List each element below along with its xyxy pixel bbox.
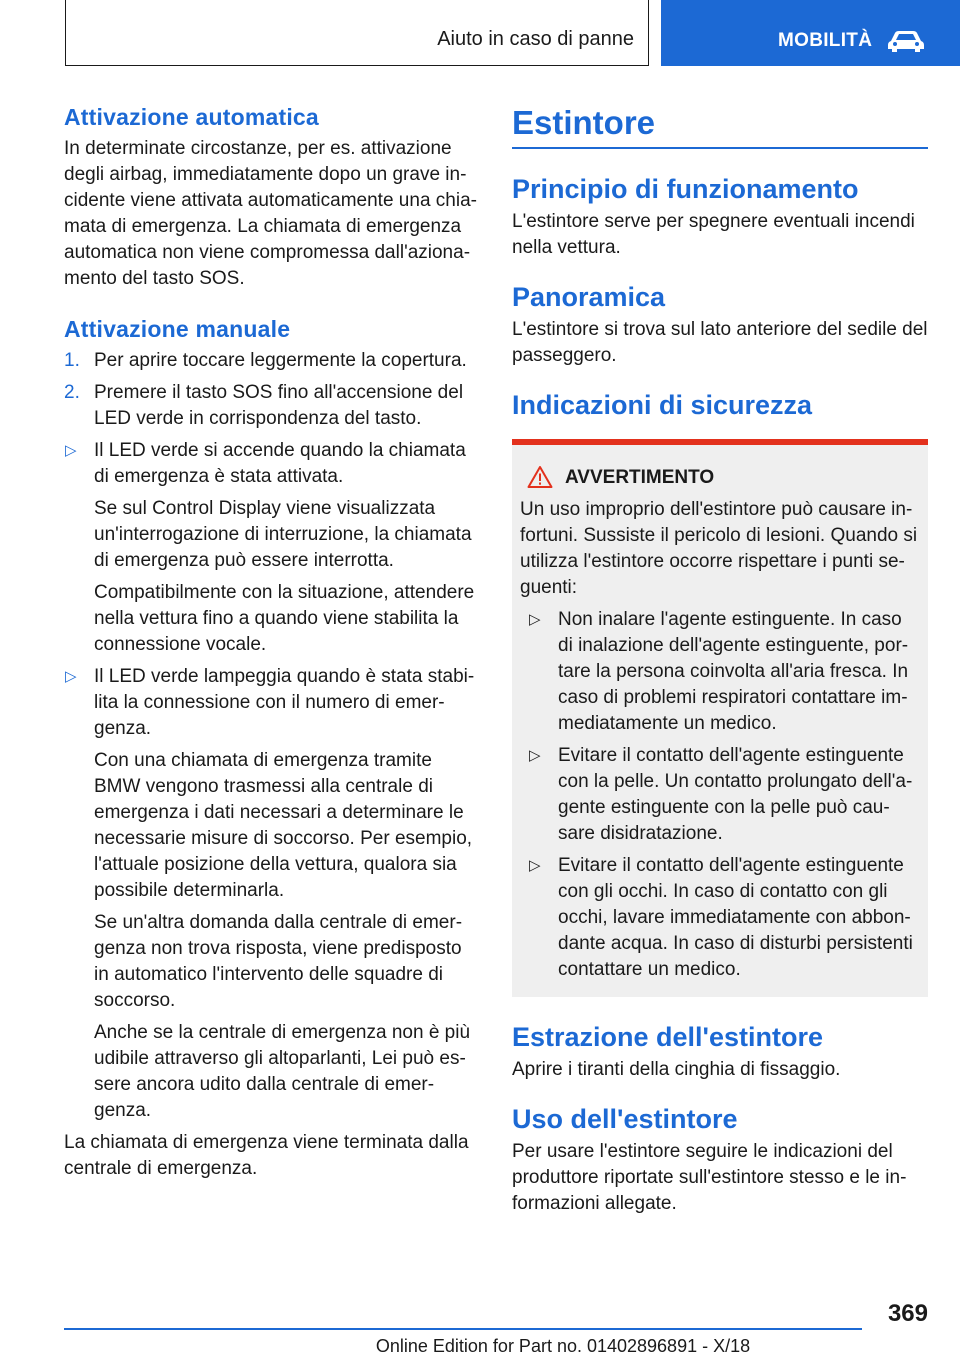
page-number: 369 xyxy=(887,1300,928,1327)
bullet-subtext: Compatibilmente con la situazione, attendere nella vettura fino a quando viene stabilita la connessione vocale. xyxy=(94,582,475,655)
page-title: Estintore xyxy=(512,104,656,141)
triangle-bullet-icon: ▷ xyxy=(65,668,77,685)
heading-principle: Principio di funzionamento xyxy=(512,174,859,204)
triangle-bullet-icon: ▷ xyxy=(65,442,77,459)
warning-title-row xyxy=(527,465,920,491)
header-section-box xyxy=(65,0,649,66)
chapter-title: MOBILITÀ xyxy=(778,30,873,51)
overview-text: L'estintore si trova sul lato anteriore del sedile del passeggero. xyxy=(512,319,928,366)
title-divider xyxy=(512,147,928,149)
right-column xyxy=(512,100,928,1217)
heading-safety: Indicazioni di sicurezza xyxy=(512,390,813,420)
warning-title: AVVERTIMENTO xyxy=(565,467,715,488)
bullet-text: Il LED verde lampeggia quando è stata stabilita la connessione con il numero di emergenza. xyxy=(94,666,475,739)
list-item xyxy=(528,607,920,737)
heading-auto-activation: Attivazione automatica xyxy=(64,104,319,130)
triangle-bullet-icon: ▷ xyxy=(529,747,541,764)
section-title: Aiuto in caso di panne xyxy=(437,28,634,50)
warning-box xyxy=(512,445,928,997)
list-item xyxy=(528,853,920,983)
step-text: Premere il tasto SOS fino all'accensione del LED verde in corrispondenza del tasto. xyxy=(94,382,464,429)
triangle-bullet-icon: ▷ xyxy=(529,857,541,874)
step-number: 1. xyxy=(64,350,80,371)
step-text: Per aprire toccare leggermente la copertura. xyxy=(94,350,467,371)
list-item xyxy=(64,380,480,432)
list-item xyxy=(64,664,480,1124)
bullet-subtext: Se un'altra domanda dalla centrale di emergenza non trova risposta, viene predisposto in automatico l'intervento delle squadre di soccorso. xyxy=(94,912,463,1011)
warning-item-text: Evitare il contatto dell'agente estinguente con la pelle. Un contatto prolungato dell'agente estinguente con la pelle può causare disidratazione. xyxy=(558,745,913,844)
bullet-subtext: Se sul Control Display viene visualizzata un'interrogazione di interruzione, la chiamata di emergenza può essere interrotta. xyxy=(94,498,472,571)
use-text: Per usare l'estintore seguire le indicazioni del produttore riportate sull'estintore stesso e le informazioni allegate. xyxy=(512,1141,907,1214)
warning-item-text: Non inalare l'agente estinguente. In caso di inalazione dell'agente estinguente, portare la persona coinvolta all'aria fresca. In caso di problemi respiratori contattare immediatamente un medico. xyxy=(558,609,909,734)
extraction-text: Aprire i tiranti della cinghia di fissaggio. xyxy=(512,1059,841,1080)
bullet-subtext: Anche se la centrale di emergenza non è più udibile attraverso gli altoparlanti, Lei può essere ancora udito dalla centrale di emergenza. xyxy=(94,1022,471,1121)
warning-text: Un uso improprio dell'estintore può causare infortuni. Sussiste il pericolo di lesioni. Quando si utilizza l'estintore occorre rispettare i punti seguenti: xyxy=(520,499,918,598)
heading-use: Uso dell'estintore xyxy=(512,1104,738,1134)
auto-activation-text: In determinate circostanze, per es. attivazione degli airbag, immediatamente dopo un grave incidente viene attivata automaticamente una chiamata di emergenza. La chiamata di emergenza automatica non viene compromessa dall'azionamento del tasto SOS. xyxy=(64,138,477,289)
car-icon xyxy=(887,29,925,53)
heading-extraction: Estrazione dell'estintore xyxy=(512,1022,824,1052)
warning-item-text: Evitare il contatto dell'agente estinguente con gli occhi. In caso di contatto con gli occhi, lavare immediatamente con abbondante acqua. In caso di disturbi persistenti contattare un medico. xyxy=(558,855,913,980)
list-item xyxy=(64,438,480,658)
step-number: 2. xyxy=(64,382,80,403)
heading-overview: Panoramica xyxy=(512,282,666,312)
left-column xyxy=(64,100,480,1182)
list-item xyxy=(64,348,480,374)
warning-triangle-icon xyxy=(527,465,553,489)
bullet-text: Il LED verde si accende quando la chiamata di emergenza è stata attivata. xyxy=(94,440,466,487)
heading-manual-activation: Attivazione manuale xyxy=(64,316,291,342)
principle-text: L'estintore serve per spegnere eventuali incendi nella vettura. xyxy=(512,211,915,258)
bullet-subtext: Con una chiamata di emergenza tramite BMW vengono trasmessi alla centrale di emergenza i dati necessari a determinare le necessarie misure di soccorso. Per esempio, l'attuale posizione della vettura, qualora sia possibile determinarla. xyxy=(94,750,473,901)
closing-text: La chiamata di emergenza viene terminata dalla centrale di emergenza. xyxy=(64,1132,469,1179)
triangle-bullet-icon: ▷ xyxy=(529,611,541,628)
header-chapter-box xyxy=(661,0,960,66)
list-item xyxy=(528,743,920,847)
footer-divider xyxy=(64,1328,862,1330)
edition-text: Online Edition for Part no. 01402896891 - X/18 xyxy=(375,1336,751,1356)
